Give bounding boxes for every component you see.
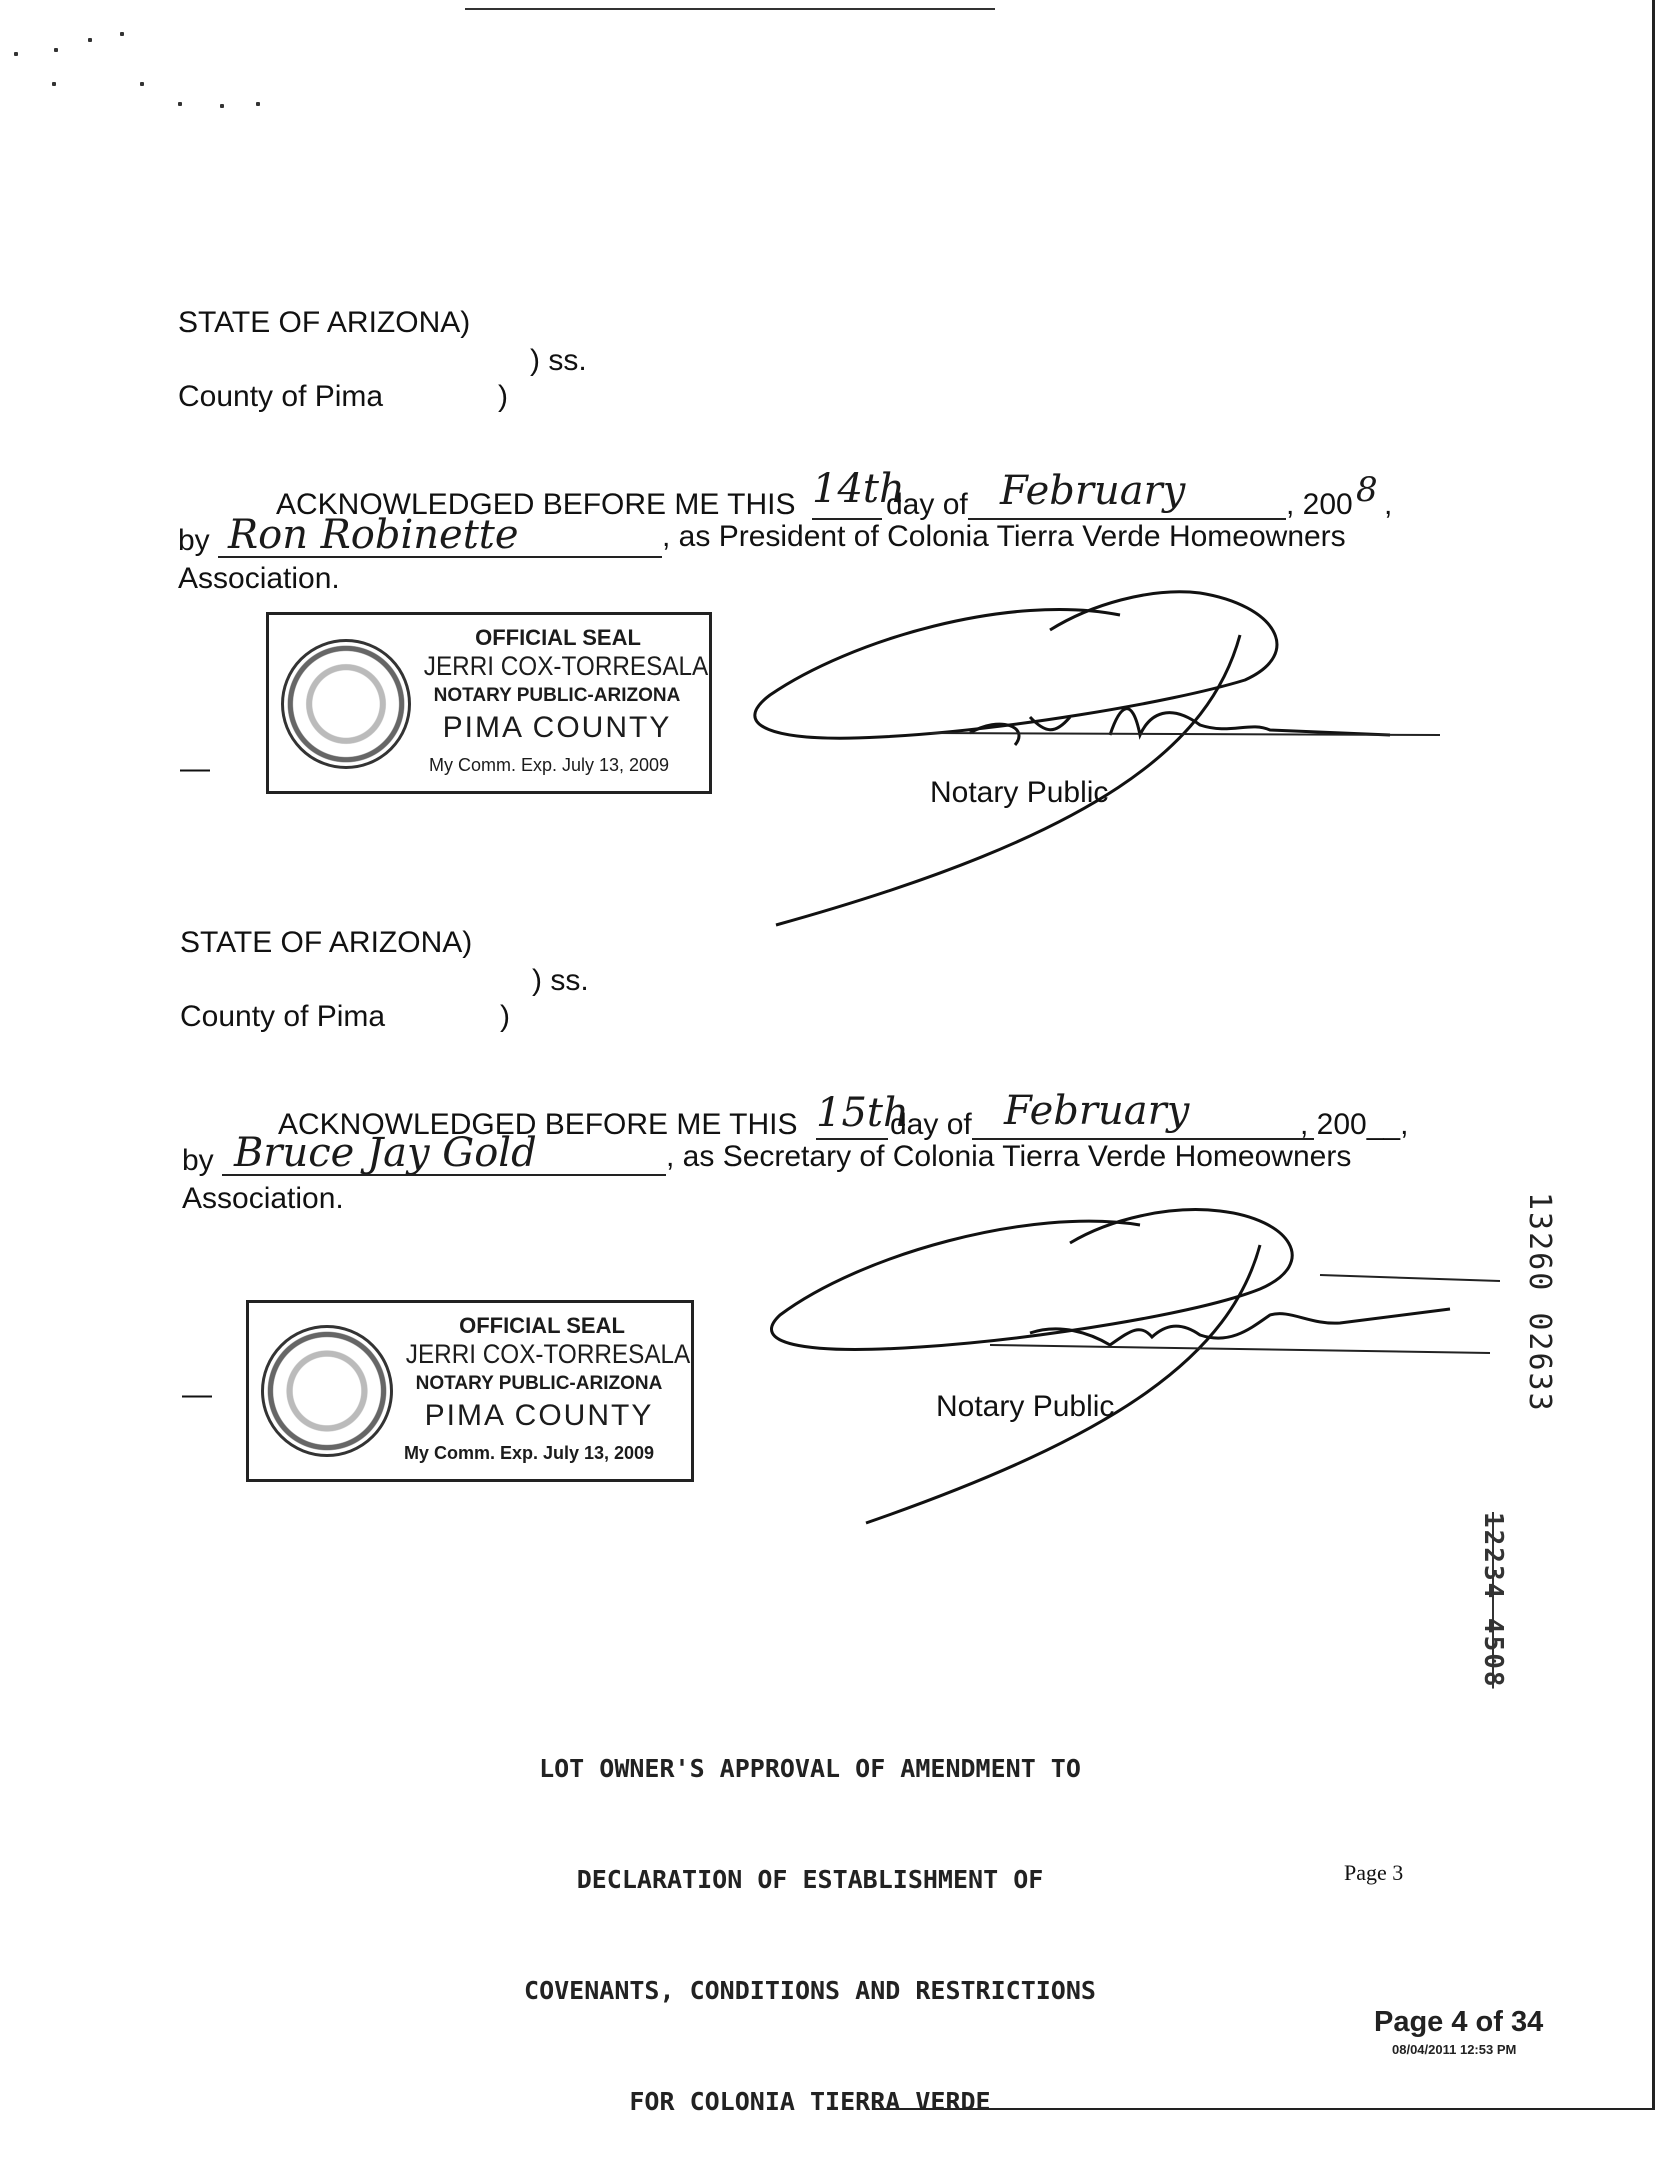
signer-underline xyxy=(218,556,662,558)
venue-county-paren: ) xyxy=(500,1000,510,1033)
title-line: LOT OWNER'S APPROVAL OF AMENDMENT TO xyxy=(539,1754,1081,1783)
handwritten-month: February xyxy=(1000,468,1186,514)
stamp-line-official-seal: OFFICIAL SEAL xyxy=(475,625,641,650)
document-title xyxy=(430,1676,1190,2157)
title-line: DECLARATION OF ESTABLISHMENT OF xyxy=(576,1865,1044,1894)
venue-county: County of Pima xyxy=(178,380,384,413)
notary-public-label: Notary Public xyxy=(936,1390,1115,1423)
notary-public-label: Notary Public xyxy=(930,776,1109,809)
scan-speck xyxy=(256,102,260,106)
year-suffix: , xyxy=(1384,488,1393,521)
stamp-line-notary-name: JERRI COX-TORRESALA xyxy=(423,651,709,681)
day-of-label: day of xyxy=(890,1108,972,1141)
dash-mark: — xyxy=(182,1378,212,1411)
venue-county: County of Pima xyxy=(180,1000,386,1033)
stamp-line-official-seal: OFFICIAL SEAL xyxy=(459,1313,625,1338)
handwritten-day: 14th xyxy=(812,466,905,512)
by-label: by xyxy=(178,524,210,557)
footer-timestamp: 08/04/2011 12:53 PM xyxy=(1392,2042,1517,2057)
footer-page-count: Page 4 of 34 xyxy=(1374,2006,1544,2038)
notary-seal-stamp xyxy=(246,1300,694,1482)
recording-number: 13260 02633 xyxy=(1522,1192,1557,1413)
stamp-line-notary-public: NOTARY PUBLIC-ARIZONA xyxy=(433,685,681,706)
venue-county-paren: ) xyxy=(498,380,508,413)
title-line: FOR COLONIA TIERRA VERDE xyxy=(629,2087,991,2116)
role-text: , as Secretary of Colonia Tierra Verde Homeowners xyxy=(666,1140,1352,1173)
venue-ss: ) ss. xyxy=(530,344,587,377)
year-text: , 200__, xyxy=(1300,1108,1409,1141)
scan-speck xyxy=(54,48,58,52)
by-label: by xyxy=(182,1144,214,1177)
stamp-line-notary-public: NOTARY PUBLIC-ARIZONA xyxy=(415,1373,663,1394)
scan-speck xyxy=(120,32,124,36)
top-edge-line xyxy=(465,8,995,10)
stamp-line-notary-name: JERRI COX-TORRESALA xyxy=(405,1339,691,1369)
handwritten-year: 8 xyxy=(1356,470,1378,510)
handwritten-day: 15th xyxy=(816,1090,909,1136)
signer-underline xyxy=(222,1174,666,1176)
stamp-line-county: PIMA COUNTY xyxy=(442,711,672,744)
role-text: , as President of Colonia Tierra Verde Homeowners xyxy=(662,520,1346,553)
dash-mark: — xyxy=(180,752,210,785)
page-number-label: Page 3 xyxy=(1344,1860,1404,1885)
title-line: COVENANTS, CONDITIONS AND RESTRICTIONS xyxy=(524,1976,1096,2005)
year-prefix: , 200 xyxy=(1286,488,1353,521)
recording-number-struck: 12234 4508 xyxy=(1478,1512,1508,1689)
venue-state: STATE OF ARIZONA) xyxy=(180,926,473,959)
state-seal-emblem xyxy=(281,639,411,769)
scan-speck xyxy=(220,104,224,108)
venue-ss: ) ss. xyxy=(532,964,589,997)
scan-speck xyxy=(140,82,144,86)
scan-speck xyxy=(178,102,182,106)
stamp-line-county: PIMA COUNTY xyxy=(424,1399,654,1432)
scan-speck xyxy=(14,52,18,56)
association-label: Association. xyxy=(182,1182,344,1215)
handwritten-signer: Ron Robinette xyxy=(228,512,519,558)
handwritten-month: February xyxy=(1004,1088,1190,1134)
association-label: Association. xyxy=(178,562,340,595)
right-edge-line xyxy=(1652,0,1655,2110)
notary-signature-2 xyxy=(760,1205,1500,1530)
scan-speck xyxy=(88,38,92,42)
day-of-label: day of xyxy=(886,488,968,521)
stamp-line-expiration: My Comm. Exp. July 13, 2009 xyxy=(428,755,670,775)
notary-seal-stamp xyxy=(266,612,712,794)
notary-signature-1 xyxy=(730,585,1450,935)
ack-prefix: ACKNOWLEDGED BEFORE ME THIS xyxy=(276,488,796,521)
stamp-line-expiration: My Comm. Exp. July 13, 2009 xyxy=(403,1443,655,1463)
scan-speck xyxy=(52,82,56,86)
venue-state: STATE OF ARIZONA) xyxy=(178,306,471,339)
ack-prefix: ACKNOWLEDGED BEFORE ME THIS xyxy=(278,1108,798,1141)
state-seal-emblem xyxy=(261,1325,393,1457)
handwritten-signer: Bruce Jay Gold xyxy=(234,1130,537,1176)
